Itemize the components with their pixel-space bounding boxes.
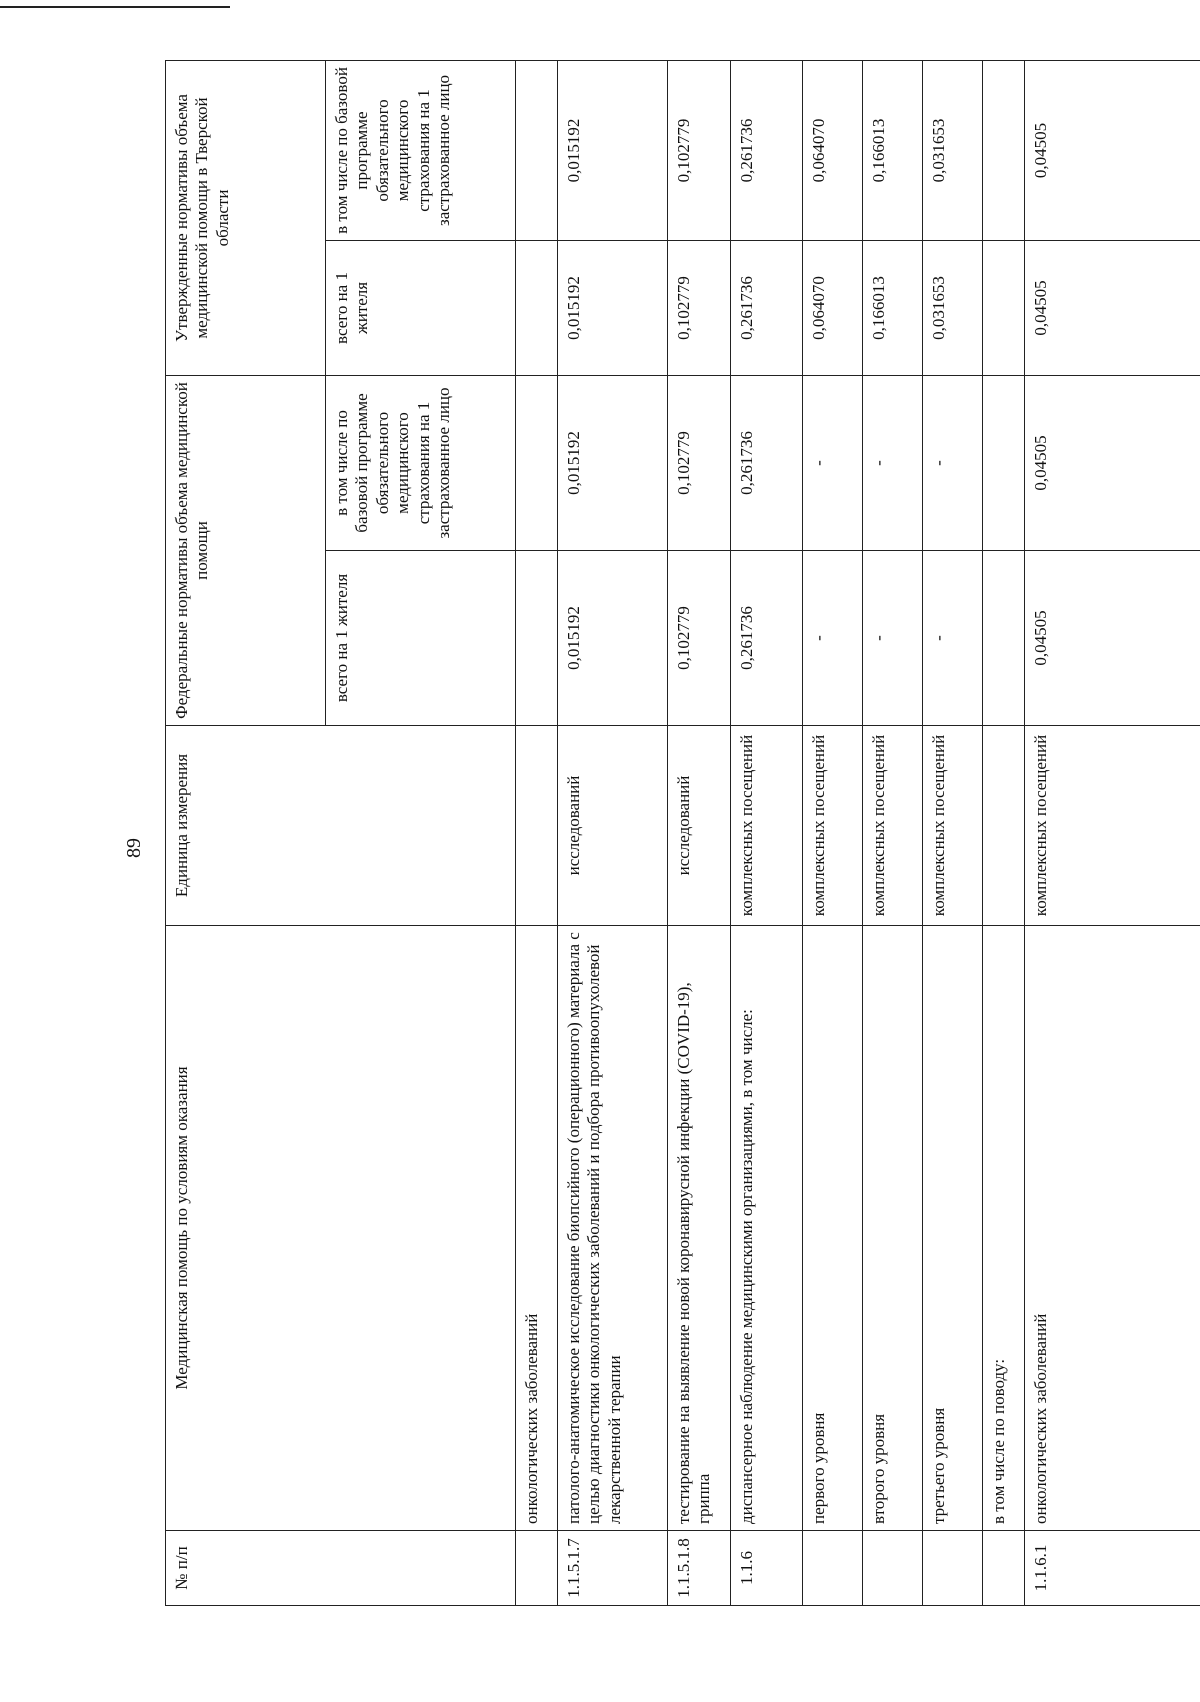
- page-number: 89: [123, 838, 145, 858]
- row-unit: комплексных посещений: [1025, 726, 1200, 926]
- table-row: [516, 60, 558, 1605]
- reg-per-resident-value: 0,064070: [803, 240, 863, 375]
- row-number: 1.1.5.1.8: [668, 1531, 731, 1606]
- fed-per-resident-value: [516, 551, 558, 726]
- row-number: [803, 1531, 863, 1606]
- fed-per-insured-value: 0,015192: [558, 375, 668, 550]
- fed-per-resident-value: 0,261736: [731, 551, 803, 726]
- table-row: [668, 60, 731, 1605]
- header-regional: Утвержденные нормативы объема медицинской помощи в Тверской области: [166, 60, 326, 375]
- table-row: [983, 60, 1025, 1605]
- fed-per-insured-value: 0,04505: [1025, 375, 1200, 550]
- reg-per-insured-value: 0,102779: [668, 60, 731, 240]
- fed-per-resident-value: -: [863, 551, 923, 726]
- header-fed-per-resident: всего на 1 жителя: [326, 551, 516, 726]
- fed-per-insured-value: -: [923, 375, 983, 550]
- row-name: третьего уровня: [923, 926, 983, 1531]
- reg-per-resident-value: 0,031653: [923, 240, 983, 375]
- reg-per-resident-value: [516, 240, 558, 375]
- reg-per-resident-value: 0,015192: [558, 240, 668, 375]
- header-reg-per-resident: всего на 1 жителя: [326, 240, 516, 375]
- row-unit: [516, 726, 558, 926]
- row-name: онкологических заболеваний: [1025, 926, 1200, 1531]
- row-name: онкологических заболеваний: [516, 926, 558, 1531]
- reg-per-resident-value: 0,166013: [863, 240, 923, 375]
- row-name: тестирование на выявление новой коронавирусной инфекции (COVID-19), гриппа: [668, 926, 731, 1531]
- fed-per-resident-value: -: [923, 551, 983, 726]
- table-row: [803, 60, 863, 1605]
- table-row: [863, 60, 923, 1605]
- reg-per-insured-value: 0,261736: [731, 60, 803, 240]
- row-name: патолого-анатомическое исследование биопсийного (операционного) материала с целью диагностики онкологических заболеваний и подбора противоопухолевой лекарственной терапии: [558, 926, 668, 1531]
- row-name: в том числе по поводу:: [983, 926, 1025, 1531]
- row-number: [983, 1531, 1025, 1606]
- fed-per-resident-value: 0,102779: [668, 551, 731, 726]
- row-unit: комплексных посещений: [731, 726, 803, 926]
- row-name: диспансерное наблюдение медицинскими организациями, в том числе:: [731, 926, 803, 1531]
- table-row: [558, 60, 668, 1605]
- table-row: [731, 60, 803, 1605]
- row-number: 1.1.6.1: [1025, 1531, 1200, 1606]
- reg-per-resident-value: 0,261736: [731, 240, 803, 375]
- header-num: № п/п: [166, 1531, 516, 1606]
- fed-per-resident-value: 0,015192: [558, 551, 668, 726]
- fed-per-resident-value: -: [803, 551, 863, 726]
- row-unit: комплексных посещений: [923, 726, 983, 926]
- row-number: 1.1.5.1.7: [558, 1531, 668, 1606]
- reg-per-resident-value: 0,04505: [1025, 240, 1200, 375]
- fed-per-insured-value: 0,102779: [668, 375, 731, 550]
- fed-per-insured-value: -: [863, 375, 923, 550]
- row-unit: исследований: [558, 726, 668, 926]
- reg-per-insured-value: 0,015192: [558, 60, 668, 240]
- reg-per-insured-value: 0,064070: [803, 60, 863, 240]
- table-row: [923, 60, 983, 1605]
- reg-per-insured-value: 0,031653: [923, 60, 983, 240]
- fed-per-insured-value: [983, 375, 1025, 550]
- row-name: первого уровня: [803, 926, 863, 1531]
- row-unit: исследований: [668, 726, 731, 926]
- row-number: [516, 1531, 558, 1606]
- fed-per-resident-value: [983, 551, 1025, 726]
- header-fed-per-insured: в том числе по базовой программе обязательного медицинского страхования на 1 застрахованное лицо: [326, 375, 516, 550]
- reg-per-resident-value: 0,102779: [668, 240, 731, 375]
- row-unit: комплексных посещений: [803, 726, 863, 926]
- top-rule: [0, 6, 230, 8]
- row-unit: [983, 726, 1025, 926]
- reg-per-resident-value: [983, 240, 1025, 375]
- row-number: [923, 1531, 983, 1606]
- header-unit: Единица измерения: [166, 726, 516, 926]
- reg-per-insured-value: [516, 60, 558, 240]
- fed-per-insured-value: 0,261736: [731, 375, 803, 550]
- fed-per-resident-value: 0,04505: [1025, 551, 1200, 726]
- header-federal: Федеральные нормативы объема медицинской помощи: [166, 375, 326, 725]
- reg-per-insured-value: 0,04505: [1025, 60, 1200, 240]
- reg-per-insured-value: [983, 60, 1025, 240]
- header-row-1: [166, 60, 326, 1605]
- norms-table: [165, 60, 1200, 1606]
- rotated-table-container: [165, 61, 1200, 1606]
- fed-per-insured-value: [516, 375, 558, 550]
- table-row: [1025, 60, 1200, 1605]
- row-name: второго уровня: [863, 926, 923, 1531]
- header-name: Медицинская помощь по условиям оказания: [166, 926, 516, 1531]
- row-number: [863, 1531, 923, 1606]
- reg-per-insured-value: 0,166013: [863, 60, 923, 240]
- header-reg-per-insured: в том числе по базовой программе обязательного медицинского страхования на 1 застрахованное лицо: [326, 60, 516, 240]
- fed-per-insured-value: -: [803, 375, 863, 550]
- row-number: 1.1.6: [731, 1531, 803, 1606]
- row-unit: комплексных посещений: [863, 726, 923, 926]
